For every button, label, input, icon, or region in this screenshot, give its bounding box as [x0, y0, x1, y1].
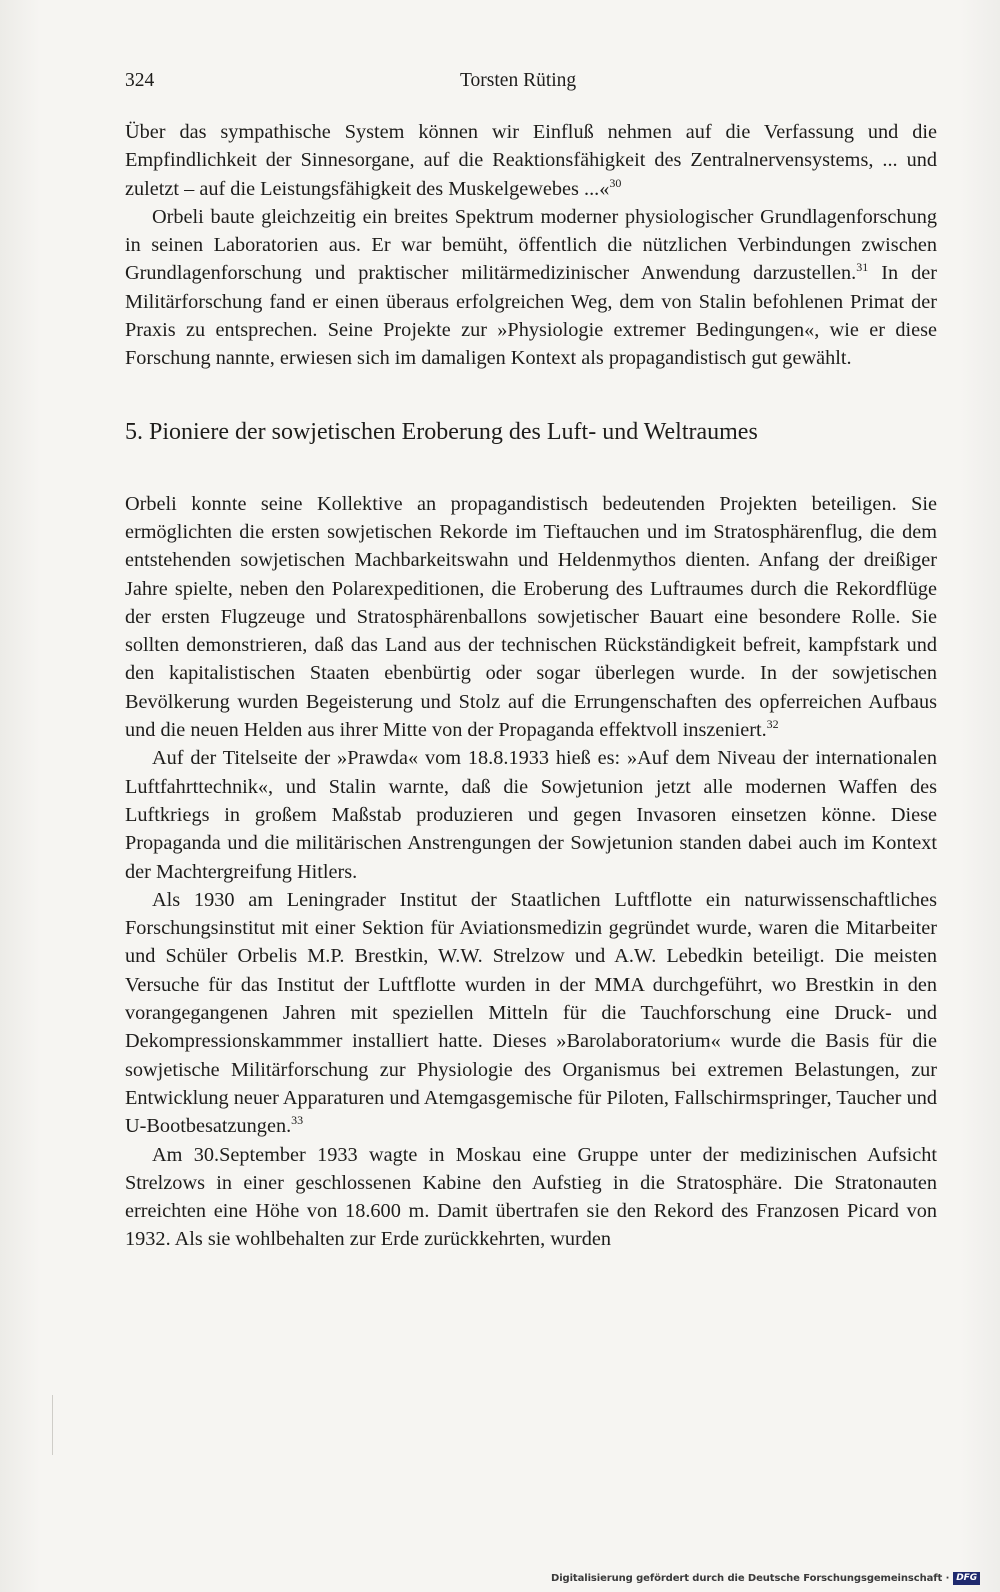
paragraph-6: Am 30.September 1933 wagte in Moskau eine Gruppe unter der medizinischen Aufsicht Strelzows in einer geschlossenen Kabine den Aufstieg in die Stratosphäre. Die Stratonauten erreichten eine Höhe von 18.600 m. Damit übertrafen sie den Rekord des Franzosen Picard von 1932. Als sie wohlbehalten zur Erde zurückkehrten, wurden	[125, 1143, 937, 1251]
gutter-mark	[52, 1395, 53, 1455]
running-head: Torsten Rüting	[460, 70, 577, 91]
body-text	[125, 118, 937, 1254]
footnote-ref-31: 31	[856, 260, 869, 275]
paragraph-4: Auf der Titelseite der »Prawda« vom 18.8.1933 hieß es: »Auf dem Niveau der internationalen Luftfahrttechnik«, und Stalin warnte, daß die Sowjetunion jetzt alle modernen Waffen des Luftkriegs in großem Maßstab produzieren und gegen Invasoren einsetzen könne. Diese Propaganda und die militärischen Anstrengungen der Sowjetunion standen dabei auch im Kontext der Machtergreifung Hitlers.	[125, 747, 937, 883]
credit-text: Digitalisierung gefördert durch die Deutsche Forschungsgemeinschaft ·	[551, 1572, 950, 1584]
footnote-ref-30: 30	[609, 175, 622, 190]
footnote-ref-32: 32	[766, 717, 779, 732]
paragraph-1: Über das sympathische System können wir Einfluß nehmen auf die Verfassung und die Empfindlichkeit der Sinnesorgane, auf die Reaktionsfähigkeit des Zentralnervensystems, ... und zuletzt – auf die Leistungsfähigkeit des Muskelgewebes ...«$^{30}$	[125, 121, 937, 200]
page-header	[125, 70, 937, 100]
paragraph-5: Als 1930 am Leningrader Institut der Staatlichen Luftflotte ein naturwissenschaftliches Forschungsinstitut mit einer Sektion für Aviationsmedizin gegründet wurde, waren die Mitarbeiter und Schüler Orbelis M.P. Brestkin, W.W. Strelzow und A.W. Lebedkin beteiligt. Die meisten Versuche für das Institut der Luftflotte wurden in der MMA durchgeführt, wo Brestkin in den vorangegangenen Jahren mit speziellen Mitteln für die Tauchforschung eine Druck- und Dekompressionskammmer installiert hatte. Dieses »Barolaboratorium« wurde die Basis für die sowjetische Militärforschung zur Physiologie des Organismus bei extremen Belastungen, zur Entwicklung neuer Apparaturen und Atemgasgemische für Piloten, Fallschirmspringer, Taucher und U-Bootbesatzungen.$^{33}$	[125, 888, 937, 1138]
footnote-ref-33: 33	[291, 1113, 304, 1128]
paragraph-2: Orbeli baute gleichzeitig ein breites Spektrum moderner physiologischer Grundlagenforschung in seinen Laboratorien aus. Er war bemüht, öffentlich die nützlichen Verbindungen zwischen Grundlagenforschung und praktischer militärmedizinischer Anwendung darzustellen.$^{31}$ In der Militärforschung fand er einen überaus erfolgreichen Weg, dem von Stalin befohlenen Primat der Praxis zu entsprechen. Seine Projekte zur »Physiologie extremer Bedingungen«, wie er diese Forschung nannte, erwiesen sich im damaligen Kontext als propagandistisch gut gewählt.	[125, 205, 937, 370]
section-heading: 5. Pioniere der sowjetischen Eroberung des Luft- und Weltraumes	[125, 418, 758, 445]
digitization-credit	[551, 1571, 980, 1585]
dfg-logo: DFG	[953, 1572, 980, 1585]
page-number: 324	[125, 70, 155, 91]
paragraph-3: Orbeli konnte seine Kollektive an propagandistisch bedeutenden Projekten beteiligen. Sie ermöglichten die ersten sowjetischen Rekorde im Tieftauchen und im Stratosphärenflug, die dem entstehenden sowjetischen Machbarkeitswahn und Heldenmythos dienten. Anfang der dreißiger Jahre spielte, neben den Polarexpeditionen, die Eroberung des Luftraumes durch die Rekordflüge der ersten Flugzeuge und Stratosphärenballons sowjetischer Bauart eine besondere Rolle. Sie sollten demonstrieren, daß das Land aus der technischen Rückständigkeit befreit, kampfstark und den kapitalistischen Staaten ebenbürtig oder sogar überlegen wurde. In der sowjetischen Bevölkerung wurden Begeisterung und Stolz auf die Errungenschaften des opferreichen Aufbaus und die neuen Helden aus ihrer Mitte von der Propaganda effektvoll inszeniert.$^{32}$	[125, 492, 937, 742]
